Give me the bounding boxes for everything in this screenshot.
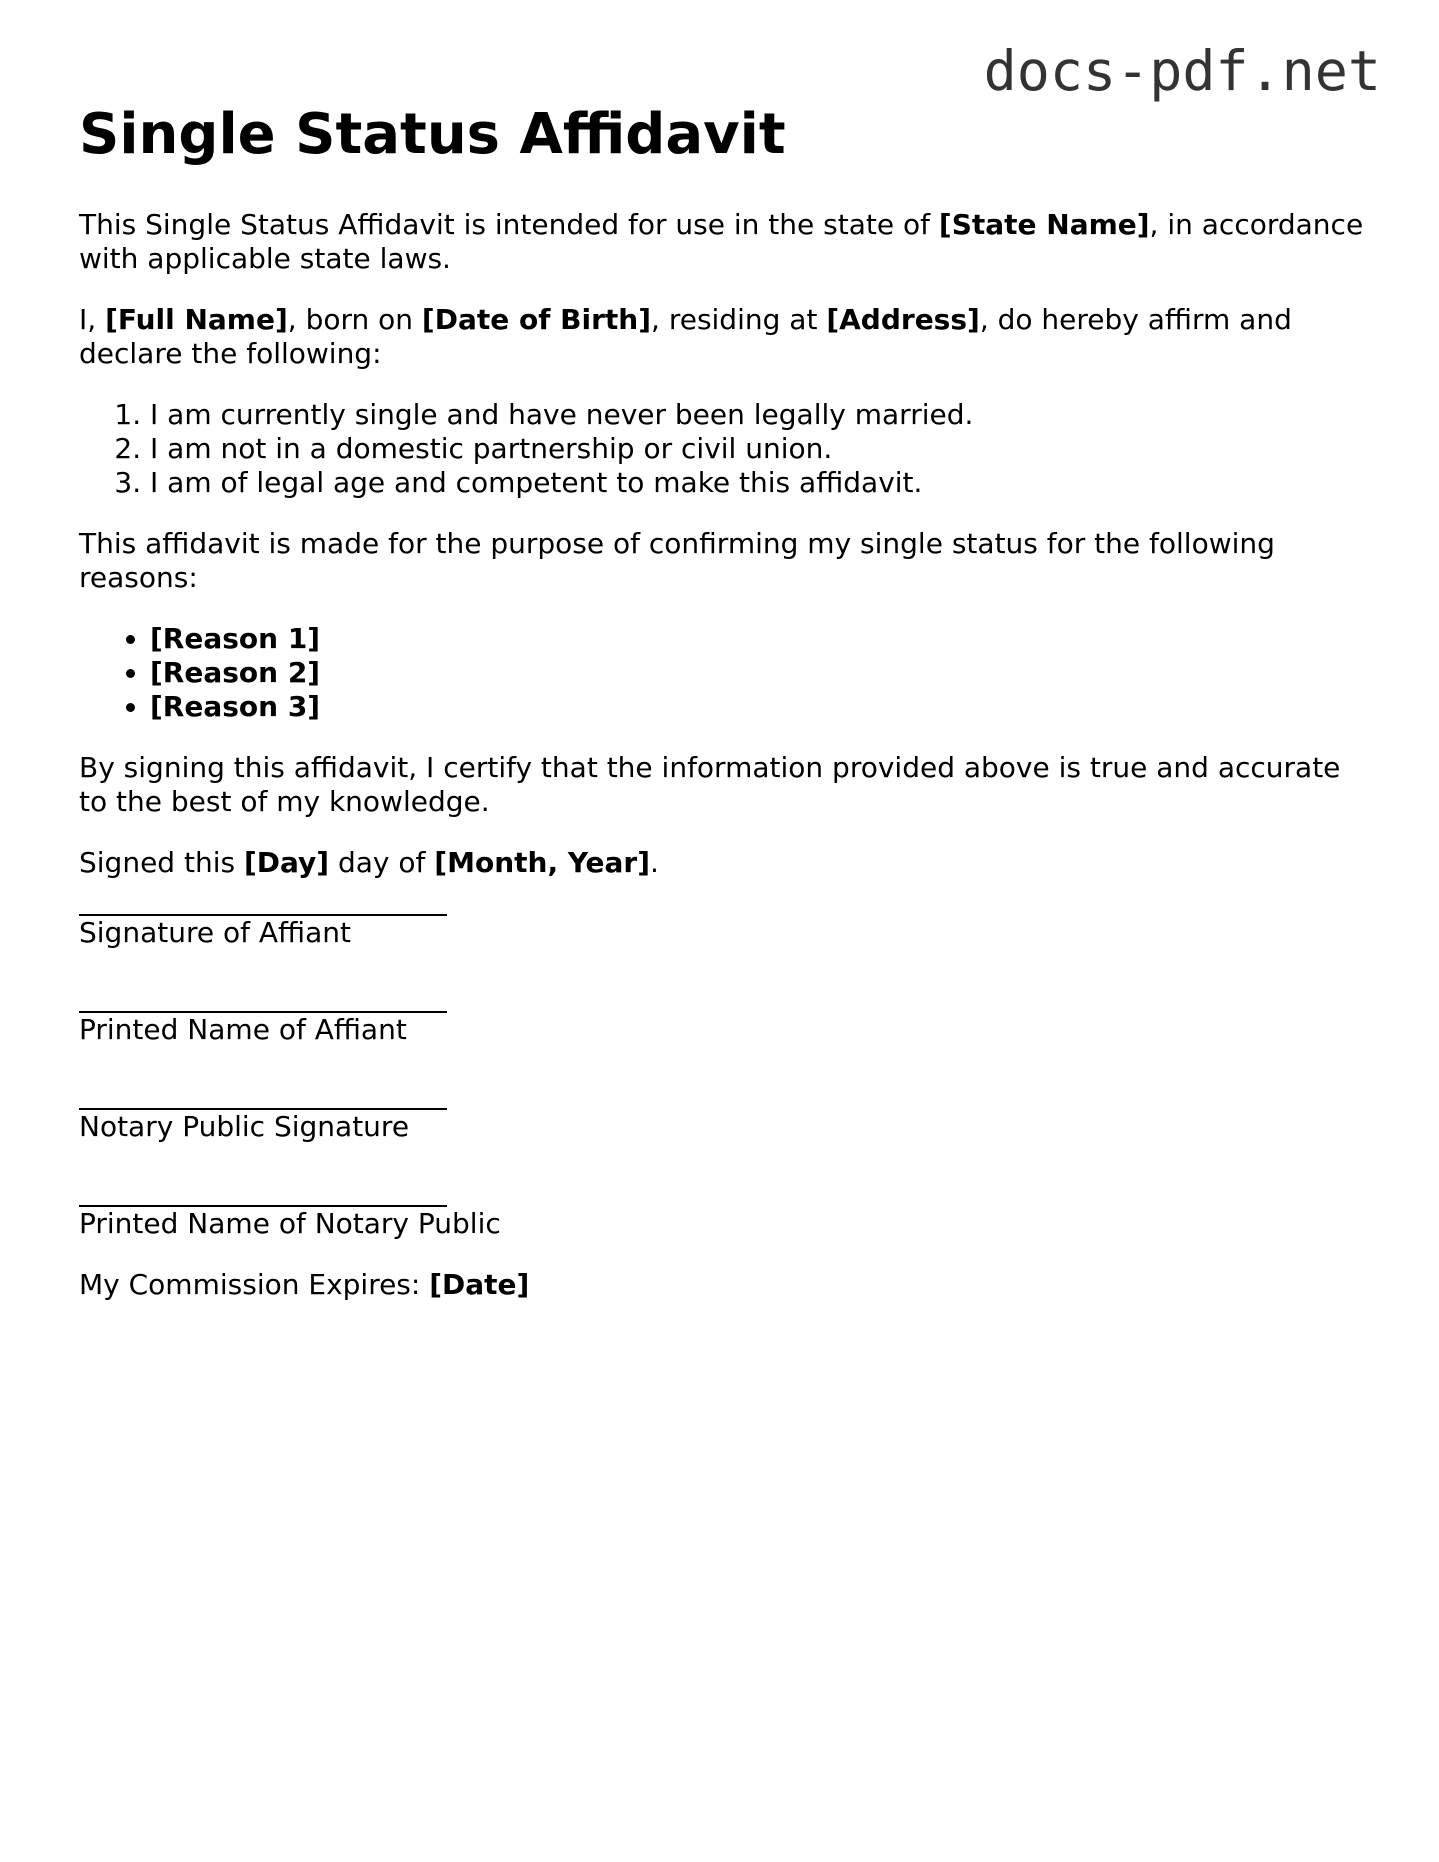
statement-item: 2. I am not in a domestic partnership or civil union. (150, 432, 1369, 466)
intro-text-before: This Single Status Affidavit is intended for use in the state of (79, 208, 939, 241)
affidavit-document (79, 100, 1369, 1302)
notary-printed-name-label: Printed Name of Notary Public (79, 1207, 501, 1240)
signature-block (79, 914, 1369, 1241)
declaration-text: , residing at (651, 303, 827, 336)
statements-list (79, 398, 1369, 500)
signed-text: day of (329, 846, 435, 879)
reason-item: • [Reason 1] (150, 622, 1369, 656)
declaration-text: , do hereby affirm and declare the following: (79, 303, 1292, 370)
reasons-list (79, 622, 1369, 724)
signed-date-line (79, 846, 1369, 880)
affiant-printed-name-label: Printed Name of Affiant (79, 1013, 407, 1046)
reason-item: • [Reason 3] (150, 690, 1369, 724)
signed-text: Signed this (79, 846, 244, 879)
purpose-paragraph: This affidavit is made for the purpose of confirming my single status for the following reasons: (79, 527, 1275, 594)
document-title: Single Status Affidavit (79, 102, 786, 167)
commission-label: My Commission Expires: (79, 1268, 430, 1301)
commission-expiry-line (79, 1268, 1369, 1302)
site-watermark: docs-pdf.net (983, 39, 1381, 103)
dob-placeholder: [Date of Birth] (421, 303, 652, 336)
address-placeholder: [Address] (826, 303, 980, 336)
declaration-paragraph (79, 303, 1369, 371)
statement-item: 3. I am of legal age and competent to make this affidavit. (150, 466, 1369, 500)
commission-date-placeholder: [Date] (429, 1268, 530, 1301)
state-name-placeholder: [State Name] (938, 208, 1150, 241)
intro-paragraph (79, 208, 1369, 276)
month-year-placeholder: [Month, Year] (434, 846, 651, 879)
signed-text: . (650, 846, 659, 879)
affiant-signature-label: Signature of Affiant (79, 916, 351, 949)
certification-paragraph: By signing this affidavit, I certify that the information provided above is true and accurate to the best of my knowledge. (79, 751, 1341, 818)
intro-text-after: , in accordance with applicable state laws. (79, 208, 1364, 275)
declaration-text: , born on (287, 303, 422, 336)
notary-signature-label: Notary Public Signature (79, 1110, 410, 1143)
statement-item: 1. I am currently single and have never been legally married. (150, 398, 1369, 432)
day-placeholder: [Day] (243, 846, 330, 879)
declaration-text: I, (79, 303, 106, 336)
full-name-placeholder: [Full Name] (105, 303, 288, 336)
reason-item: • [Reason 2] (150, 656, 1369, 690)
